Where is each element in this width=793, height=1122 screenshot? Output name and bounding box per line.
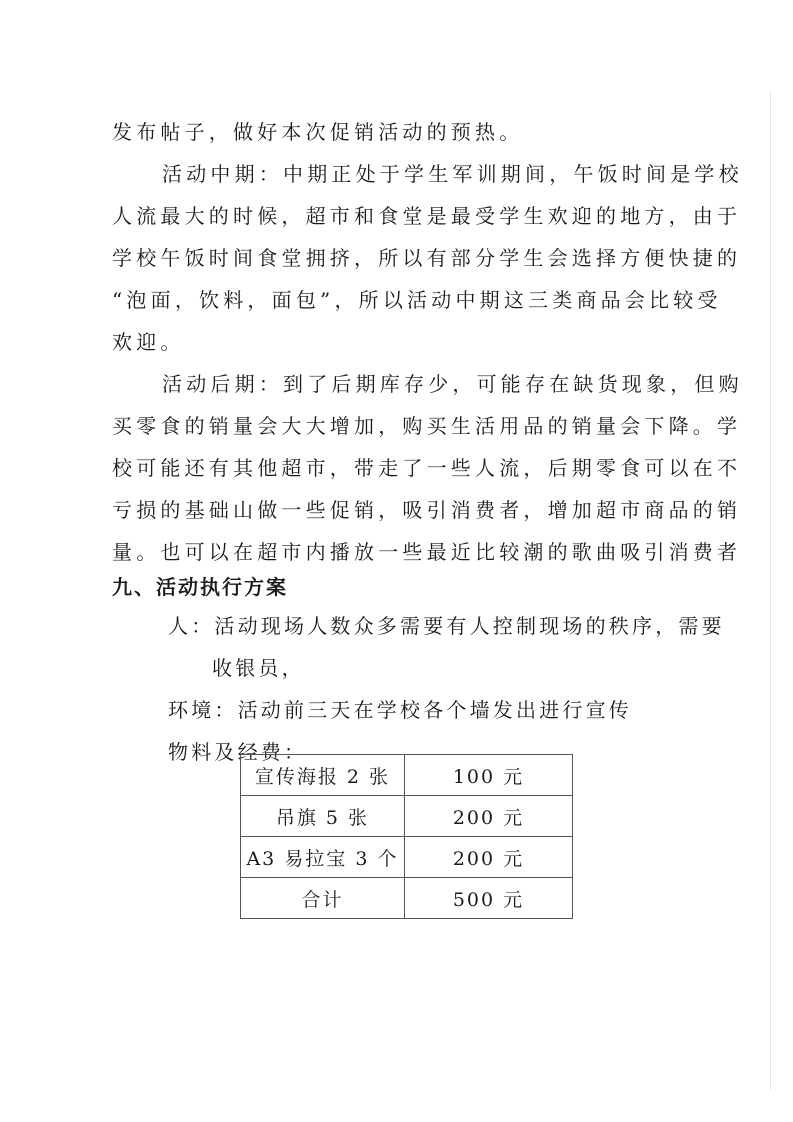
paragraph-line: “泡面，饮料，面包”，所以活动中期这三类商品会比较受 xyxy=(112,288,722,312)
table-cell-item: 合计 xyxy=(241,878,405,919)
paragraph-line: 量。也可以在超市内播放一些最近比较潮的歌曲吸引消费者 xyxy=(112,540,742,564)
plan-environment-line: 环境：活动前三天在学校各个墙发出进行宣传 xyxy=(168,698,632,722)
paragraph-line: 活动后期：到了后期库存少，可能存在缺货现象，但购 xyxy=(162,372,743,396)
table-row xyxy=(241,837,573,878)
plan-people-line: 人：活动现场人数众多需要有人控制现场的秩序，需要 xyxy=(168,614,725,638)
paragraph-line: 人流最大的时候，超市和食堂是最受学生欢迎的地方，由于 xyxy=(112,204,742,228)
table-cell-cost: 200 元 xyxy=(404,837,572,878)
table-cell-cost: 200 元 xyxy=(404,796,572,837)
paragraph-line: 校可能还有其他超市，带走了一些人流，后期零食可以在不 xyxy=(112,456,742,480)
table-row xyxy=(241,755,573,796)
plan-materials-label: 物料及经费： xyxy=(168,740,308,764)
scan-edge-line xyxy=(770,90,771,1090)
paragraph-line: 发布帖子，做好本次促销活动的预热。 xyxy=(112,120,524,144)
table-row xyxy=(241,878,573,919)
paragraph-line: 亏损的基础山做一些促销，吸引消费者，增加超市商品的销 xyxy=(112,498,742,522)
table-row xyxy=(241,796,573,837)
section-heading: 九、活动执行方案 xyxy=(112,575,288,599)
table-cell-item: A3 易拉宝 3 个 xyxy=(241,837,405,878)
plan-people-continuation: 收银员， xyxy=(212,656,305,680)
paragraph-line: 学校午饭时间食堂拥挤，所以有部分学生会选择方便快捷的 xyxy=(112,246,742,270)
cost-table xyxy=(240,754,573,919)
paragraph-line: 买零食的销量会大大增加，购买生活用品的销量会下降。学 xyxy=(112,414,742,438)
paragraph-line: 活动中期：中期正处于学生军训期间，午饭时间是学校 xyxy=(162,162,743,186)
paragraph-line: 欢迎。 xyxy=(112,330,185,354)
table-cell-cost: 500 元 xyxy=(404,878,572,919)
table-cell-item: 宣传海报 2 张 xyxy=(241,755,405,796)
table-cell-cost: 100 元 xyxy=(404,755,572,796)
table-cell-item: 吊旗 5 张 xyxy=(241,796,405,837)
